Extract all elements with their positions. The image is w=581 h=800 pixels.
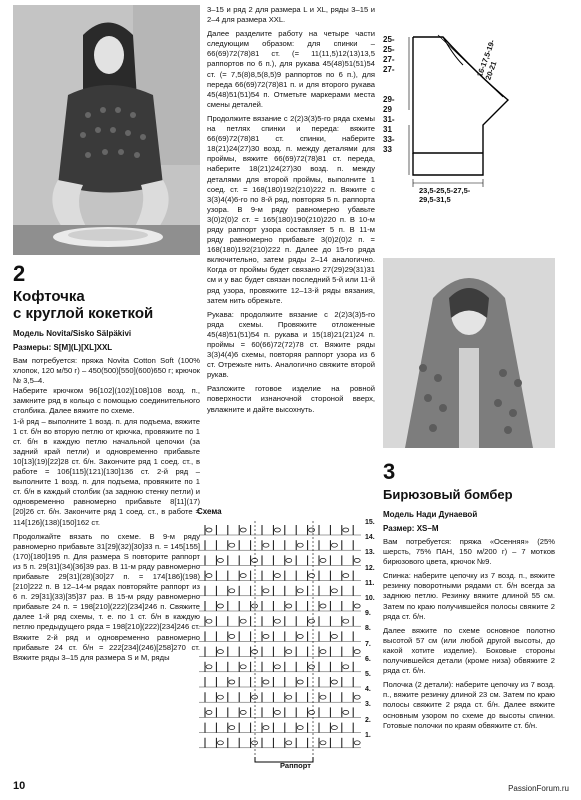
chart-chain-stitch bbox=[286, 695, 292, 699]
chart-chain-stitch bbox=[229, 543, 235, 547]
pattern3-materials: Вам потребуется: пряжа «Осенняя» (25% шерсть, 75% ПАН, 150 м/200 г) – 7 мотков бирюзового цвета, крючок №9. bbox=[383, 537, 555, 567]
chart-chain-stitch bbox=[206, 574, 212, 578]
chart-chain-stitch bbox=[331, 543, 337, 547]
chart-chain-stitch bbox=[240, 574, 246, 578]
schematic-label: 29 bbox=[383, 105, 392, 114]
chart-chain-stitch bbox=[297, 634, 303, 638]
chart-chain-stitch bbox=[320, 695, 326, 699]
chart-row-label: 7. bbox=[365, 640, 371, 648]
chart-chain-stitch bbox=[217, 558, 223, 562]
chart-chain-stitch bbox=[252, 558, 258, 562]
chart-chain-stitch bbox=[240, 619, 246, 623]
chart-chain-stitch bbox=[343, 528, 349, 532]
chart-chain-stitch bbox=[274, 574, 280, 578]
pattern2-sizes: Размеры: S[M](L)[XL]XXL bbox=[13, 343, 113, 352]
pattern2-number: 2 bbox=[13, 261, 26, 286]
pattern2-column-1 bbox=[13, 262, 200, 667]
pattern2-sleeves: Рукава: продолжите вязание с 2(2)3(3)5-го ряда схемы. Провяжите отложенные 45(48)51(51)54 п. рукава и 15(18)21(21)24 п. проймы = 60(66)72(72)78 ст. Вяжите ряды 3(3)4(4)6 схемы, повторяя раппорт узора из 6 ст. Отрежьте нить. Аналогично свяжите второй рукав. bbox=[207, 309, 375, 380]
chart-chain-stitch bbox=[263, 543, 269, 547]
model-photo-bomber bbox=[383, 258, 555, 448]
chart-chain-stitch bbox=[229, 726, 235, 730]
model-photo-top bbox=[13, 5, 200, 255]
schematic-label: 25- bbox=[383, 35, 395, 44]
chart-chain-stitch bbox=[217, 695, 223, 699]
chart-row-label: 15. bbox=[365, 519, 375, 526]
chart-chain-stitch bbox=[331, 680, 337, 684]
chart-chain-stitch bbox=[297, 589, 303, 593]
chart-chain-stitch bbox=[252, 741, 258, 745]
chart-chain-stitch bbox=[274, 665, 280, 669]
chart-chain-stitch bbox=[331, 726, 337, 730]
chart-chain-stitch bbox=[274, 710, 280, 714]
pattern2-instructions-5: Продолжите вязание с 2(2)3(3)5-го ряда схемы на петлях спинки и переда: вяжите 66(69)72(78)81 ст. спинки, наберите 18(21)24(27)30 возд. п. между деталями для проймы, вяжите 66(69)72(78)81 ст. переда, наберите 18(21)24(27)30 возд. п. между деталями для второй проймы, выполните 1 соед. ст. = 168(180)192(210)222 п. Вяжите с 3(3)4(4)6-го по 8-й ряд, повторяя 5 п. раппорта узора. В 9-м ряду равномерно убавьте 3(0)2(0)2 ст. = 165(180)190(210)220 п. В 10-м ряду раппорт узора составляет 5 п. В 11-м ряду равномерно прибавьте 3(0)2(0)2 п. = 168(180)192(210)222 п. Далее до 15-го ряда включительно, затем ряды 2–14 аналогично. Когда от проймы будет связано 27(29)29(31)31 см и у вас будет связан последний 5-й или 11-й ряд узора, провяжите 12–13-й ряды вязания, затем нить обрежьте. bbox=[207, 113, 375, 305]
schematic-drawing bbox=[383, 5, 553, 250]
schematic-label: 33 bbox=[383, 145, 392, 154]
pattern2-instructions-1: Вам потребуется: пряжа Novita Cotton Soft (100% хлопок, 120 м/50 г) – 450(500)[550](600)650 г; крючок № 3,5–4. Наберите крючком 96[102](102)[108]108 возд. п., замкните ряд в кольцо с помощью соединительного столбика. Далее вяжите по схеме. 1-й ряд – выполните 1 возд. п. для подъема, вяжите 1 ст. б/н во вторую петлю от крючка, провяжите по 1 ст. б/н в каждую петлю начальной цепочки (за задний край петли) и одновременно прибавьте 10[13](19)[22]28 ст. б/н. Закончите ряд 1 соед. ст., в работе = 106[115](121)[130]136 ст. 2-й ряд – выполните 1 возд. п. для подъема, провяжите по 1 ст. б/н в каждый столбик (за заднюю стенку петли) и одновременно равномерно прибавьте 8[11](17)[20]26 ст. б/н. Закончите ряд 1 соед. ст., в работе = 114[126](138)[150]162 ст. bbox=[13, 356, 200, 527]
chart-chain-stitch bbox=[331, 634, 337, 638]
chart-row-label: 3. bbox=[365, 701, 371, 709]
chart-row-label: 1. bbox=[365, 731, 371, 739]
chart-chain-stitch bbox=[229, 680, 235, 684]
chart-chain-stitch bbox=[206, 710, 212, 714]
schematic-label: 31- bbox=[383, 115, 395, 124]
pattern3-title: Бирюзовый бомбер bbox=[383, 487, 513, 502]
rapport-label: Раппорт bbox=[280, 761, 311, 770]
chart-chain-stitch bbox=[309, 619, 315, 623]
chart-chain-stitch bbox=[343, 710, 349, 714]
pattern2-instructions-3: 3–15 и ряд 2 для размера L и XL, ряды 3–15 и 2–4 для размера XXL. bbox=[207, 5, 375, 25]
chart-chain-stitch bbox=[343, 574, 349, 578]
pattern3-model: Модель Нади Дунаевой bbox=[383, 510, 478, 519]
chart-drawing bbox=[195, 517, 380, 772]
pattern3-back: Спинка: наберите цепочку из 7 возд. п., вяжите резинку поворотными рядами ст. б/н всегда за заднюю петлю. Резинку вяжите длиной 55 см. Затем по краю получившейся полосы свяжите 2 ряда ст. б/н. bbox=[383, 571, 555, 621]
chart-row-label: 13. bbox=[365, 549, 375, 557]
chart-chain-stitch bbox=[240, 665, 246, 669]
chart-row-label: 5. bbox=[365, 671, 371, 678]
chart-chain-stitch bbox=[217, 604, 223, 608]
page-number: 10 bbox=[13, 780, 26, 792]
chart-chain-stitch bbox=[263, 680, 269, 684]
schematic-label: 25- bbox=[383, 45, 395, 54]
chart-chain-stitch bbox=[252, 604, 258, 608]
pattern2-model: Модель Novita/Sisko Sälpäkivi bbox=[13, 329, 132, 338]
chart-chain-stitch bbox=[263, 589, 269, 593]
chart-chain-stitch bbox=[320, 604, 326, 608]
chart-chain-stitch bbox=[354, 558, 360, 562]
chart-chain-stitch bbox=[229, 589, 235, 593]
pattern3-column bbox=[383, 460, 555, 735]
chart-chain-stitch bbox=[354, 650, 360, 654]
chart-chain-stitch bbox=[297, 680, 303, 684]
site-watermark: PassionForum.ru bbox=[508, 784, 569, 793]
pattern2-title: Кофточка с круглой кокеткой bbox=[13, 288, 154, 322]
chart-row-label: 12. bbox=[365, 564, 375, 572]
schematic-bottom-label: 23,5-25,5-27,5- 29,5-31,5 bbox=[419, 186, 471, 204]
pattern2-instructions-2: Продолжайте вязать по схеме. В 9-м ряду равномерно прибавьте 31[29](32)[30]33 п. = 145[155](170)[180]195 п. Для размера S повторите раппорт из 5 п. 29[31](34)[36]39 раз. В 11-м ряду равномерно прибавьте 29[31](28)[30]27 п. = 174[186](198)[210]222 п. В 12–14-м рядах повторяйте раппорт из 6 п. 29[31](33)[35]37 раз. В 15-м ряду равномерно прибавьте 24 п. = 198[210](222)[234]246 п. Свяжите далее 1-й ряд схемы, т. е. по 1 ст. б/н в каждую петлю предыдущего ряда = 198[210](222)[234]246 ст. Вяжите 2-й ряд и одновременно равномерно прибавьте 24 ст. б/н = 222[234](246)[258]270 ст. Вяжите ряды 3–15 для размера S и M, ряды bbox=[13, 531, 200, 662]
chart-chain-stitch bbox=[286, 741, 292, 745]
schematic-label: 27- bbox=[383, 65, 395, 74]
chart-chain-stitch bbox=[229, 634, 235, 638]
chart-chain-stitch bbox=[206, 665, 212, 669]
knit-top-illustration bbox=[13, 5, 200, 255]
schematic-label: 27- bbox=[383, 55, 395, 64]
chart-chain-stitch bbox=[206, 619, 212, 623]
schematic-label: 29- bbox=[383, 95, 395, 104]
chart-row-label: 10. bbox=[365, 595, 375, 602]
chart-chain-stitch bbox=[217, 650, 223, 654]
chart-chain-stitch bbox=[331, 589, 337, 593]
chart-chain-stitch bbox=[240, 528, 246, 532]
chart-chain-stitch bbox=[320, 558, 326, 562]
chart-row-label: 11. bbox=[365, 579, 375, 587]
schematic-diagonal-label: 16-17,5-19- 20-21 bbox=[475, 38, 499, 82]
chart-chain-stitch bbox=[343, 665, 349, 669]
chart-row-label: 2. bbox=[365, 716, 371, 724]
chart-chain-stitch bbox=[240, 710, 246, 714]
crochet-chart bbox=[195, 505, 380, 775]
chart-chain-stitch bbox=[297, 543, 303, 547]
pattern3-size: Размер: XS–M bbox=[383, 524, 439, 533]
chart-row-label: 4. bbox=[365, 686, 371, 694]
chart-chain-stitch bbox=[320, 741, 326, 745]
pattern3-number: 3 bbox=[383, 459, 396, 484]
pattern2-finishing: Разложите готовое изделие на ровной поверхности изнаночной стороной вверх, увлажните и дайте высохнуть. bbox=[207, 384, 375, 414]
pattern3-fronts: Полочка (2 детали): наберите цепочку из 7 возд. п., вяжите резинку длиной 23 см. Затем по краю полосы свяжите 2 ряда ст. б/н. Далее вяжите основным узором по схеме до высоты спинки. Готовые полочки по краям обвяжите ст. б/н. bbox=[383, 680, 555, 730]
chart-chain-stitch bbox=[309, 665, 315, 669]
chart-chain-stitch bbox=[354, 695, 360, 699]
pattern3-main: Далее вяжите по схеме основное полотно высотой 57 см (или любой другой высоты, до какой хотите изделие). Боковые стороны получившейся детали (кроме низа) обвяжите 2 ряда ст. б/н. bbox=[383, 625, 555, 676]
schematic-label: 33- bbox=[383, 135, 395, 144]
schematic-left-labels bbox=[383, 35, 395, 155]
chart-row-labels bbox=[365, 505, 380, 740]
chart-chain-stitch bbox=[309, 528, 315, 532]
chart-title: Схема bbox=[197, 507, 222, 516]
chart-row-label: 8. bbox=[365, 625, 371, 633]
chart-chain-stitch bbox=[217, 741, 223, 745]
chart-chain-stitch bbox=[309, 574, 315, 578]
chart-chain-stitch bbox=[274, 619, 280, 623]
chart-row-label: 6. bbox=[365, 655, 371, 663]
chart-chain-stitch bbox=[286, 604, 292, 608]
chart-chain-stitch bbox=[354, 741, 360, 745]
chart-chain-stitch bbox=[206, 528, 212, 532]
chart-chain-stitch bbox=[286, 558, 292, 562]
chart-chain-stitch bbox=[263, 634, 269, 638]
chart-row-label: 14. bbox=[365, 534, 375, 542]
chart-chain-stitch bbox=[286, 650, 292, 654]
chart-chain-stitch bbox=[297, 726, 303, 730]
chart-row-label: 9. bbox=[365, 610, 371, 618]
chart-chain-stitch bbox=[343, 619, 349, 623]
pattern2-column-2 bbox=[207, 5, 375, 419]
chart-chain-stitch bbox=[354, 604, 360, 608]
schematic-label: 31 bbox=[383, 125, 392, 134]
chart-chain-stitch bbox=[263, 726, 269, 730]
bomber-illustration bbox=[383, 258, 555, 448]
chart-chain-stitch bbox=[309, 710, 315, 714]
chart-chain-stitch bbox=[252, 650, 258, 654]
pattern2-instructions-4: Далее разделите работу на четыре части следующим образом: для спинки – 66(69)72(78)81 ст. (= 11(11,5)12(13)13,5 раппортов по 6 п.), для рукава 45(48)51(51)54 ст. (= 7,5(8)8,5(8,5)9 раппортов по 6 п.), для переда 66(69)72(78)81 п. и для второго рукава 45(48)51(51)54 п. Отметьте маркерами места смены деталей. bbox=[207, 29, 375, 109]
chart-chain-stitch bbox=[274, 528, 280, 532]
size-schematic bbox=[383, 5, 553, 250]
chart-chain-stitch bbox=[320, 650, 326, 654]
chart-chain-stitch bbox=[252, 695, 258, 699]
